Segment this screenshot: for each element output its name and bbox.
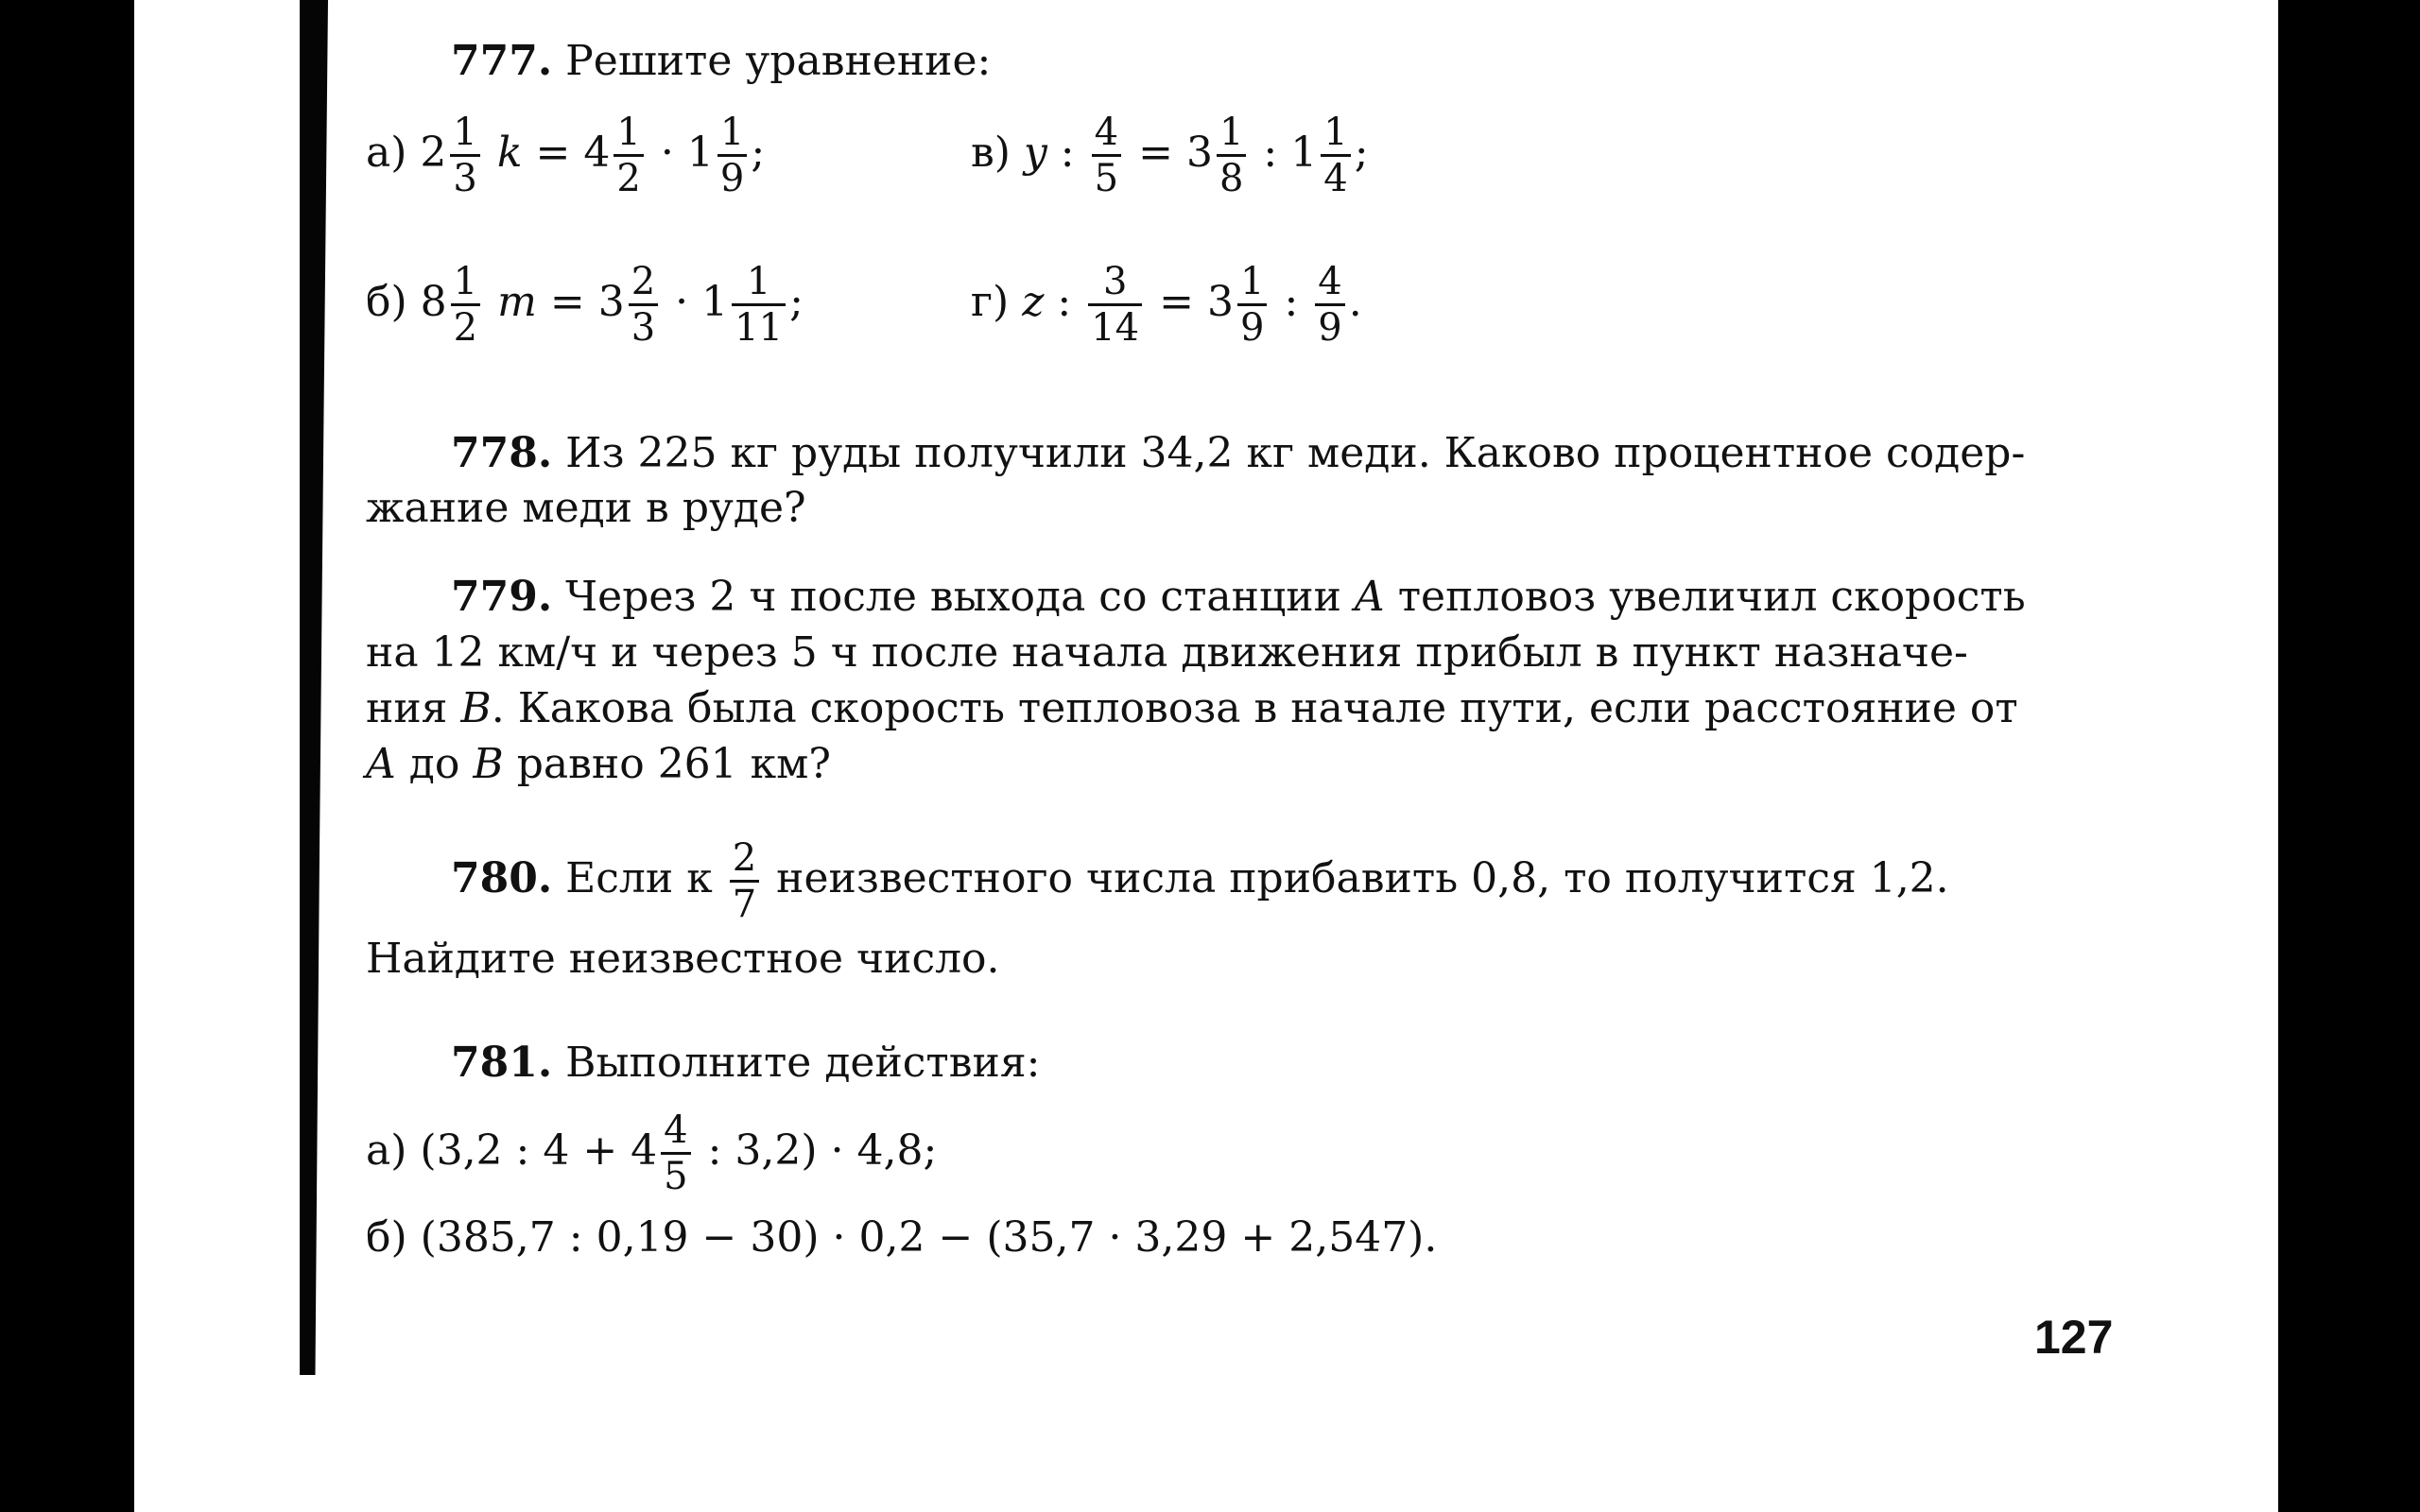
problem-778-line-2: жание меди в руде? xyxy=(366,484,806,532)
problem-777-title: Решите уравнение: xyxy=(565,37,992,85)
problem-779-line-1: 779. Через 2 ч после выхода со станции A тепловоз увеличил скорость xyxy=(451,573,2026,621)
expression-b: б) (385,7 : 0,19 − 30) · 0,2 − (35,7 · 3,29 + 2,547). xyxy=(366,1213,1438,1262)
variable-z: z xyxy=(1022,278,1045,326)
equation-v: в) y : $\frac{4}{5}$ = 3 $\frac{1}{8}$ : 1 $\frac{1}{4}$ ; xyxy=(971,111,1369,200)
problem-777-number: 777. xyxy=(451,37,553,85)
fraction: $\frac{2}{3}$ xyxy=(629,260,658,350)
problem-779-line-2: на 12 км/ч и через 5 ч после начала движения прибыл в пункт назначе- xyxy=(366,628,1968,677)
variable-k: k xyxy=(496,129,523,177)
problem-780-line-1: 780. Если к $\frac{2}{7}$ неизвестного числа прибавить 0,8, то получится 1,2. xyxy=(451,836,1949,926)
fraction: $\frac{1}{9}$ xyxy=(717,111,747,200)
problem-778-number: 778. xyxy=(451,429,553,477)
expression-a: а) (3,2 : 4 + 4 $\frac{4}{5}$ : 3,2) · 4,8; xyxy=(366,1108,938,1198)
fraction: $\frac{1}{3}$ xyxy=(450,111,479,200)
page-binding-shadow xyxy=(300,0,328,1375)
fraction: $\frac{4}{9}$ xyxy=(1315,260,1344,350)
problem-779-line-3: ния B. Какова была скорость тепловоза в начале пути, если расстояние от xyxy=(366,684,2018,732)
expression-b-label: б) xyxy=(366,1213,407,1262)
problem-780-number: 780. xyxy=(451,854,553,902)
equation-g: г) z : $\frac{3}{14}$ = 3 $\frac{1}{9}$ : $\frac{4}{9}$ . xyxy=(971,260,1362,350)
problem-779-number: 779. xyxy=(451,573,553,621)
problem-779-line-4: A до B равно 261 км? xyxy=(366,740,831,788)
problem-777-heading xyxy=(451,33,991,90)
fraction: $\frac{2}{7}$ xyxy=(730,836,759,926)
equation-b-label: б) xyxy=(366,278,407,326)
fraction: $\frac{4}{5}$ xyxy=(1092,111,1121,200)
fraction: $\frac{4}{5}$ xyxy=(661,1108,690,1198)
variable-m: m xyxy=(497,278,537,326)
equation-a: а) 2 $\frac{1}{3}$ k = 4 $\frac{1}{2}$ · 1 $\frac{1}{9}$ ; xyxy=(366,111,766,200)
equation-a-label: а) xyxy=(366,129,407,177)
fraction: $\frac{1}{2}$ xyxy=(614,111,643,200)
fraction: $\frac{1}{8}$ xyxy=(1217,111,1246,200)
fraction: $\frac{1}{11}$ xyxy=(732,260,786,350)
equation-v-label: в) xyxy=(971,129,1011,177)
fraction: $\frac{1}{9}$ xyxy=(1237,260,1267,350)
page-number: 127 xyxy=(2034,1311,2114,1364)
fraction: $\frac{3}{14}$ xyxy=(1088,260,1142,350)
fraction: $\frac{1}{2}$ xyxy=(451,260,480,350)
fraction: $\frac{1}{4}$ xyxy=(1321,111,1350,200)
problem-781-number: 781. xyxy=(451,1039,553,1087)
problem-781-heading: 781. Выполните действия: xyxy=(451,1039,1041,1087)
equation-b: б) 8 $\frac{1}{2}$ m = 3 $\frac{2}{3}$ · 1 $\frac{1}{11}$ ; xyxy=(366,260,804,350)
problem-780-line-2: Найдите неизвестное число. xyxy=(366,935,1000,983)
equation-g-label: г) xyxy=(971,278,1010,326)
expression-a-label: а) xyxy=(366,1126,407,1175)
textbook-page xyxy=(134,0,2278,1512)
variable-y: y xyxy=(1023,129,1047,177)
problem-778-line-1: 778. Из 225 кг руды получили 34,2 кг меди. Каково процентное содер- xyxy=(451,429,2026,477)
